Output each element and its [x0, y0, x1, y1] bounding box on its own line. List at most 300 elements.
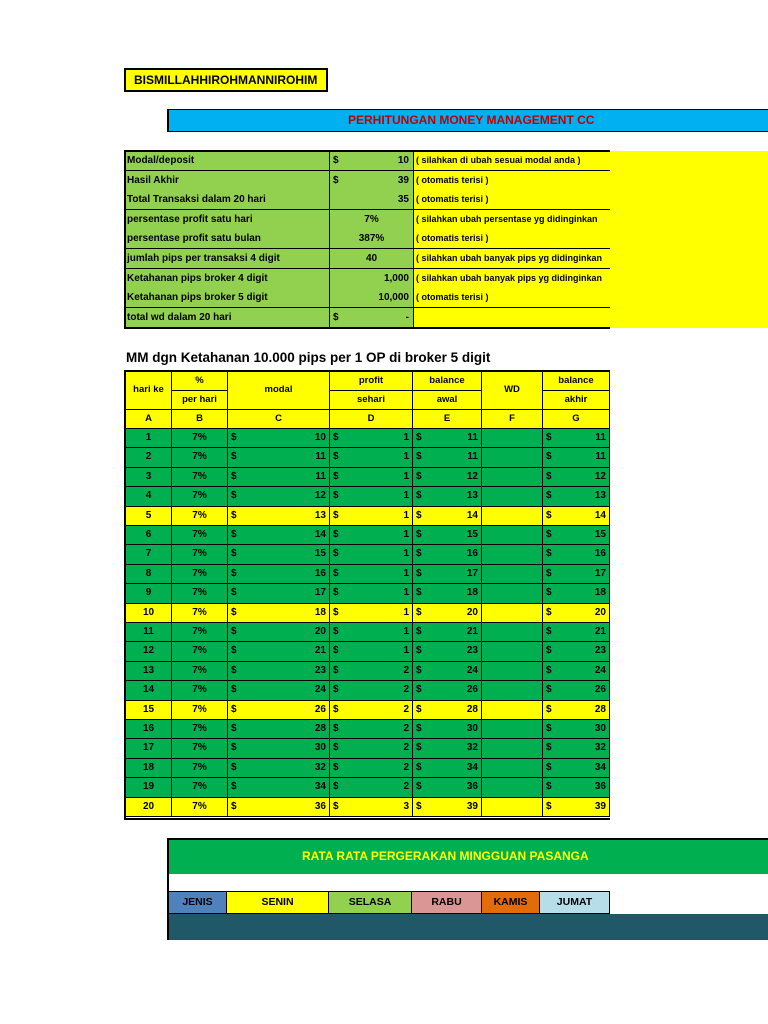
value: 20: [594, 606, 606, 618]
info-row: [124, 269, 768, 289]
info-yellow-fill: [610, 308, 768, 328]
currency-symbol: $: [231, 664, 237, 676]
column-letter: C: [228, 410, 330, 429]
cell-profit: [330, 720, 413, 739]
table-row: [126, 798, 610, 817]
currency-symbol: $: [333, 781, 339, 793]
value: 17: [314, 587, 326, 599]
cell-awal: [413, 662, 482, 681]
currency-symbol: $: [546, 587, 552, 599]
currency-symbol: $: [416, 606, 422, 618]
column-letter: E: [413, 410, 482, 429]
cell-profit: [330, 623, 413, 642]
cell-day: 2: [126, 448, 172, 467]
cell-akhir: [543, 448, 610, 467]
table-row: [126, 662, 610, 681]
currency-symbol: $: [231, 761, 237, 773]
info-yellow-fill: [610, 269, 768, 289]
value: 1: [403, 567, 409, 579]
value: 11: [595, 451, 606, 463]
cell-pct: 7%: [172, 720, 228, 739]
info-note: ( silahkan di ubah sesuai modal anda ): [413, 151, 610, 171]
currency-symbol: $: [333, 451, 339, 463]
cell-profit: [330, 565, 413, 584]
value: 2: [403, 664, 409, 676]
info-row: [124, 249, 768, 269]
info-note: [413, 308, 610, 328]
value: 18: [594, 587, 606, 599]
currency-symbol: $: [546, 684, 552, 696]
info-value: 40: [365, 253, 378, 264]
day-header-jumat: JUMAT: [540, 892, 610, 913]
cell-pct: 7%: [172, 681, 228, 700]
cell-profit: [330, 759, 413, 778]
info-row: [124, 308, 768, 328]
mm-table-title: MM dgn Ketahanan 10.000 pips per 1 OP di broker 5 digit: [126, 350, 491, 365]
currency-symbol: $: [231, 567, 237, 579]
currency-symbol: $: [231, 606, 237, 618]
info-row: [124, 288, 768, 308]
cell-modal: [228, 604, 330, 623]
currency-symbol: $: [333, 548, 339, 560]
info-note: ( silahkan ubah persentase yg didinginkan: [413, 210, 610, 230]
cell-day: 9: [126, 584, 172, 603]
blank-strip: [167, 874, 610, 892]
value: 18: [314, 606, 326, 618]
cell-akhir: [543, 526, 610, 545]
cell-akhir: [543, 429, 610, 448]
column-letter: D: [330, 410, 413, 429]
currency-symbol: $: [416, 761, 422, 773]
cell-wd: [482, 468, 543, 487]
currency-symbol: $: [546, 529, 552, 540]
value: 16: [466, 548, 478, 560]
table-row: [126, 468, 610, 487]
currency-symbol: $: [546, 567, 552, 579]
cell-akhir: [543, 798, 610, 817]
cell-profit: [330, 662, 413, 681]
currency-symbol: $: [416, 723, 422, 734]
value: 32: [314, 761, 326, 773]
column-letter: F: [482, 410, 543, 429]
cell-modal: [228, 701, 330, 720]
value: 23: [594, 645, 606, 657]
cell-awal: [413, 798, 482, 817]
cell-profit: [330, 681, 413, 700]
value: 36: [466, 781, 478, 793]
table-row: [126, 642, 610, 661]
header-profit: profit: [330, 372, 413, 391]
money-management-table: [124, 370, 610, 820]
info-value-cell: [329, 269, 413, 289]
cell-modal: [228, 584, 330, 603]
currency-symbol: $: [546, 645, 552, 657]
currency-symbol: $: [333, 490, 339, 502]
cell-day: 11: [126, 623, 172, 642]
currency-symbol: $: [231, 490, 237, 502]
value: 15: [466, 529, 478, 540]
value: 1: [403, 451, 409, 463]
cell-pct: 7%: [172, 759, 228, 778]
cell-modal: [228, 739, 330, 758]
info-yellow-fill: [610, 151, 768, 171]
money-management-title: PERHITUNGAN MONEY MANAGEMENT CC: [348, 113, 595, 127]
cell-wd: [482, 526, 543, 545]
value: 26: [314, 703, 326, 715]
cell-modal: [228, 720, 330, 739]
cell-akhir: [543, 642, 610, 661]
cell-pct: 7%: [172, 701, 228, 720]
cell-profit: [330, 448, 413, 467]
currency-symbol: $: [231, 800, 237, 812]
header-sehari: sehari: [330, 391, 413, 410]
value: 11: [467, 432, 478, 443]
info-value-cell: [329, 151, 413, 171]
cell-modal: [228, 778, 330, 797]
currency-symbol: $: [546, 432, 552, 443]
value: 14: [594, 509, 606, 521]
info-label: persentase profit satu bulan: [124, 229, 329, 249]
value: 1: [403, 432, 409, 443]
currency-symbol: $: [416, 703, 422, 715]
cell-day: 19: [126, 778, 172, 797]
info-yellow-fill: [610, 171, 768, 191]
info-value-cell: [329, 308, 413, 328]
currency-symbol: $: [333, 567, 339, 579]
cell-wd: [482, 448, 543, 467]
currency-symbol: $: [333, 761, 339, 773]
table-row: [126, 739, 610, 758]
currency-symbol: $: [416, 800, 422, 812]
info-label: Modal/deposit: [124, 151, 329, 171]
table-row: [126, 778, 610, 797]
header-balance-akhir: balance: [543, 372, 610, 391]
info-value: 1,000: [383, 272, 409, 284]
value: 24: [314, 684, 326, 696]
currency-symbol: $: [416, 451, 422, 463]
currency-symbol: $: [231, 684, 237, 696]
cell-modal: [228, 507, 330, 526]
info-label: Ketahanan pips broker 5 digit: [124, 288, 329, 308]
cell-day: 18: [126, 759, 172, 778]
currency-symbol: $: [416, 645, 422, 657]
column-letter: G: [543, 410, 610, 429]
info-yellow-fill: [610, 210, 768, 230]
currency-symbol: $: [333, 800, 339, 812]
info-value: 387%: [358, 233, 385, 245]
currency-symbol: $: [546, 490, 552, 502]
currency-symbol: $: [416, 781, 422, 793]
header-modal: modal: [228, 372, 330, 410]
cell-awal: [413, 545, 482, 564]
currency-symbol: $: [333, 529, 339, 540]
cell-modal: [228, 759, 330, 778]
cell-awal: [413, 778, 482, 797]
currency-symbol: $: [416, 509, 422, 521]
currency-symbol: $: [333, 626, 339, 637]
header-percent: %: [172, 372, 228, 391]
cell-akhir: [543, 778, 610, 797]
currency-symbol: $: [231, 529, 237, 540]
value: 20: [314, 626, 326, 637]
cell-profit: [330, 798, 413, 817]
day-header-kamis: KAMIS: [482, 892, 540, 913]
day-header-senin: SENIN: [227, 892, 329, 913]
currency-symbol: $: [546, 451, 552, 463]
info-row: [124, 151, 768, 171]
value: 10: [314, 432, 326, 443]
table-row: [126, 565, 610, 584]
currency-symbol: $: [416, 548, 422, 560]
cell-awal: [413, 487, 482, 506]
value: 1: [403, 645, 409, 657]
cell-wd: [482, 487, 543, 506]
table-row: [126, 584, 610, 603]
info-value: 39: [397, 174, 409, 186]
info-label: persentase profit satu hari: [124, 210, 329, 230]
table-row: [126, 604, 610, 623]
value: 18: [466, 587, 478, 599]
cell-day: 3: [126, 468, 172, 487]
currency-symbol: $: [546, 548, 552, 560]
cell-wd: [482, 662, 543, 681]
cell-wd: [482, 623, 543, 642]
currency-symbol: $: [333, 432, 339, 443]
cell-akhir: [543, 584, 610, 603]
cell-wd: [482, 604, 543, 623]
cell-modal: [228, 662, 330, 681]
cell-awal: [413, 429, 482, 448]
value: 21: [466, 626, 478, 637]
cell-modal: [228, 545, 330, 564]
cell-day: 16: [126, 720, 172, 739]
currency-symbol: $: [231, 587, 237, 599]
currency-symbol: $: [333, 645, 339, 657]
info-value-cell: [329, 229, 413, 249]
cell-modal: [228, 798, 330, 817]
value: 11: [595, 432, 606, 443]
info-value-cell: [329, 210, 413, 230]
info-table: [124, 151, 768, 329]
cell-wd: [482, 739, 543, 758]
cell-pct: 7%: [172, 487, 228, 506]
value: 17: [594, 567, 606, 579]
cell-wd: [482, 759, 543, 778]
table-row: [126, 623, 610, 642]
value: 13: [466, 490, 478, 502]
value: 1: [403, 587, 409, 599]
currency-symbol: $: [231, 451, 237, 463]
cell-pct: 7%: [172, 739, 228, 758]
currency-symbol: $: [416, 490, 422, 502]
cell-akhir: [543, 545, 610, 564]
info-note: ( otomatis terisi ): [413, 171, 610, 191]
cell-awal: [413, 720, 482, 739]
teal-footer-bar: [167, 914, 768, 940]
cell-day: 10: [126, 604, 172, 623]
currency-symbol: $: [416, 567, 422, 579]
cell-pct: 7%: [172, 642, 228, 661]
currency-symbol: $: [546, 761, 552, 773]
currency-symbol: $: [231, 432, 237, 443]
info-note: ( silahkan ubah banyak pips yg didinginkan: [413, 249, 610, 269]
info-row: [124, 210, 768, 230]
cell-modal: [228, 429, 330, 448]
cell-wd: [482, 429, 543, 448]
currency-symbol: $: [416, 587, 422, 599]
value: 34: [594, 761, 606, 773]
info-value: 35: [397, 194, 409, 206]
value: 28: [314, 723, 326, 734]
cell-awal: [413, 526, 482, 545]
info-label: jumlah pips per transaksi 4 digit: [124, 249, 329, 269]
value: 21: [314, 645, 326, 657]
cell-profit: [330, 739, 413, 758]
value: 12: [594, 470, 606, 482]
currency-symbol: $: [333, 174, 339, 186]
info-value: -: [405, 311, 409, 323]
currency-symbol: $: [416, 432, 422, 443]
cell-wd: [482, 545, 543, 564]
cell-day: 1: [126, 429, 172, 448]
cell-day: 12: [126, 642, 172, 661]
value: 1: [403, 548, 409, 560]
info-value-cell: [329, 288, 413, 308]
currency-symbol: $: [416, 626, 422, 637]
info-table-top-border: [124, 150, 610, 152]
cell-profit: [330, 604, 413, 623]
cell-akhir: [543, 759, 610, 778]
currency-symbol: $: [416, 684, 422, 696]
currency-symbol: $: [546, 723, 552, 734]
value: 15: [314, 548, 326, 560]
cell-modal: [228, 448, 330, 467]
value: 26: [466, 684, 478, 696]
cell-pct: 7%: [172, 448, 228, 467]
value: 26: [594, 684, 606, 696]
cell-profit: [330, 642, 413, 661]
cell-day: 17: [126, 739, 172, 758]
value: 30: [594, 723, 606, 734]
cell-modal: [228, 468, 330, 487]
cell-wd: [482, 507, 543, 526]
currency-symbol: $: [333, 703, 339, 715]
cell-akhir: [543, 739, 610, 758]
cell-modal: [228, 623, 330, 642]
table-row: [126, 701, 610, 720]
cell-awal: [413, 565, 482, 584]
header-balance-awal: balance: [413, 372, 482, 391]
value: 20: [466, 606, 478, 618]
value: 2: [403, 723, 409, 734]
cell-day: 20: [126, 798, 172, 817]
cell-profit: [330, 507, 413, 526]
cell-pct: 7%: [172, 798, 228, 817]
cell-day: 15: [126, 701, 172, 720]
cell-akhir: [543, 681, 610, 700]
value: 23: [466, 645, 478, 657]
value: 30: [314, 742, 326, 754]
cell-wd: [482, 701, 543, 720]
cell-awal: [413, 739, 482, 758]
cell-wd: [482, 798, 543, 817]
cell-awal: [413, 681, 482, 700]
cell-akhir: [543, 662, 610, 681]
column-letter: A: [126, 410, 172, 429]
cell-profit: [330, 468, 413, 487]
value: 1: [403, 606, 409, 618]
value: 32: [594, 742, 606, 754]
currency-symbol: $: [333, 470, 339, 482]
info-label: Ketahanan pips broker 4 digit: [124, 269, 329, 289]
cell-profit: [330, 545, 413, 564]
cell-day: 14: [126, 681, 172, 700]
value: 16: [594, 548, 606, 560]
value: 39: [466, 800, 478, 812]
currency-symbol: $: [546, 781, 552, 793]
column-letter: B: [172, 410, 228, 429]
value: 2: [403, 703, 409, 715]
value: 34: [314, 781, 326, 793]
info-yellow-fill: [610, 288, 768, 308]
value: 12: [466, 470, 478, 482]
value: 28: [594, 703, 606, 715]
cell-awal: [413, 507, 482, 526]
currency-symbol: $: [231, 645, 237, 657]
cell-pct: 7%: [172, 468, 228, 487]
cell-pct: 7%: [172, 429, 228, 448]
value: 24: [594, 664, 606, 676]
currency-symbol: $: [231, 703, 237, 715]
info-value-cell: [329, 171, 413, 191]
header-akhir: akhir: [543, 391, 610, 410]
cell-pct: 7%: [172, 526, 228, 545]
header-awal: awal: [413, 391, 482, 410]
info-label: Hasil Akhir: [124, 171, 329, 191]
info-note: ( silahkan ubah banyak pips yg didinginkan: [413, 269, 610, 289]
value: 11: [315, 451, 326, 463]
table-row: [126, 720, 610, 739]
table-row: [126, 448, 610, 467]
value: 36: [314, 800, 326, 812]
currency-symbol: $: [231, 742, 237, 754]
currency-symbol: $: [231, 548, 237, 560]
cell-akhir: [543, 701, 610, 720]
cell-awal: [413, 584, 482, 603]
table-row: [126, 507, 610, 526]
cell-day: 7: [126, 545, 172, 564]
currency-symbol: $: [333, 587, 339, 599]
table-row: [126, 759, 610, 778]
currency-symbol: $: [333, 606, 339, 618]
cell-profit: [330, 701, 413, 720]
value: 17: [466, 567, 478, 579]
cell-akhir: [543, 565, 610, 584]
info-value-cell: [329, 249, 413, 269]
info-label: total wd dalam 20 hari: [124, 308, 329, 328]
cell-wd: [482, 565, 543, 584]
currency-symbol: $: [416, 529, 422, 540]
weekly-movement-title: RATA RATA PERGERAKAN MINGGUAN PASANGA: [302, 849, 589, 863]
table-row: [126, 526, 610, 545]
value: 36: [594, 781, 606, 793]
value: 28: [466, 703, 478, 715]
header-hari-ke: hari ke: [126, 372, 172, 410]
cell-profit: [330, 584, 413, 603]
currency-symbol: $: [546, 800, 552, 812]
cell-modal: [228, 642, 330, 661]
cell-awal: [413, 642, 482, 661]
